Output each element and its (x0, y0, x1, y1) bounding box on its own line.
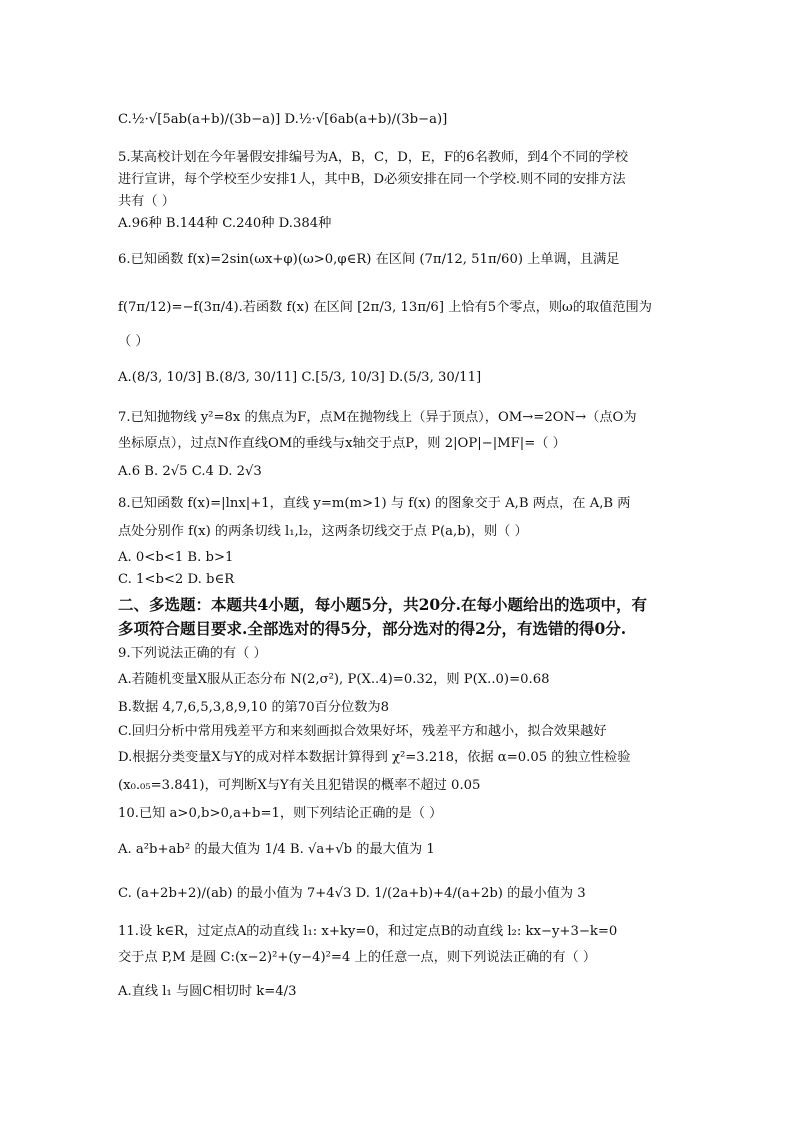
q11-stem-line-2: 交于点 P,M 是圆 C:(x−2)²+(y−4)²=4 上的任意一点，则下列说法正确的有（ ） (118, 950, 597, 965)
q5-stem-line-1: 5.某高校计划在今年暑假安排编号为A，B，C，D，E，F的6名教师，到4个不同的学校 (118, 150, 629, 165)
q11-option-a: A.直线 l₁ 与圆C相切时 k=4/3 (118, 984, 297, 999)
q9-option-a: A.若随机变量X服从正态分布 N(2,σ²), P(X..4)=0.32，则 P(X..0)=0.68 (118, 672, 550, 687)
q10-stem: 10.已知 a>0,b>0,a+b=1，则下列结论正确的是（ ） (118, 806, 443, 821)
q9-stem: 9.下列说法正确的有（ ） (118, 646, 267, 661)
section-heading-line-2: 多项符合题目要求.全部选对的得5分，部分选对的得2分，有选错的得0分. (118, 619, 627, 638)
q8-stem-line-1: 8.已知函数 f(x)=|lnx|+1，直线 y=m(m>1) 与 f(x) 的图象交于 A,B 两点，在 A,B 两 (118, 496, 631, 511)
q5-stem-line-2: 进行宣讲，每个学校至少安排1人，其中B，D必须安排在同一个学校.则不同的安排方法 (118, 172, 626, 187)
q10-options-ab: A. a²b+ab² 的最大值为 1/4 B. √a+√b 的最大值为 1 (118, 842, 435, 857)
q8-options-ab: A. 0<b<1 B. b>1 (118, 550, 234, 565)
q9-option-d-line-1: D.根据分类变量X与Y的成对样本数据计算得到 χ²=3.218，依据 α=0.05 的独立性检验 (118, 750, 631, 765)
q5-options: A.96种 B.144种 C.240种 D.384种 (118, 216, 332, 231)
q6-stem-line-2: f(7π/12)=−f(3π/4).若函数 f(x) 在区间 [2π/3, 13π/6] 上恰有5个零点，则ω的取值范围为 (118, 300, 652, 315)
q7-options: A.6 B. 2√5 C.4 D. 2√3 (118, 464, 262, 479)
q10-options-cd: C. (a+2b+2)/(ab) 的最小值为 7+4√3 D. 1/(2a+b)+4/(a+2b) 的最小值为 3 (118, 886, 586, 901)
q6-options: A.(8/3, 10/3] B.(8/3, 30/11] C.[5/3, 10/3] D.(5/3, 30/11] (118, 370, 482, 385)
q9-option-c: C.回归分析中常用残差平方和来刻画拟合效果好坏，残差平方和越小，拟合效果越好 (118, 724, 607, 739)
q4-options-cd: C.½·√[5ab(a+b)/(3b−a)] D.½·√[6ab(a+b)/(3b−a)] (118, 112, 448, 127)
section-heading-line-1: 二、多选题：本题共4小题，每小题5分，共20分.在每小题给出的选项中，有 (118, 595, 648, 614)
q7-stem-line-1: 7.已知抛物线 y²=8x 的焦点为F，点M在抛物线上（异于顶点），OM→=2ON→（点O为 (118, 410, 637, 425)
q11-stem-line-1: 11.设 k∈R，过定点A的动直线 l₁: x+ky=0，和过定点B的动直线 l₂: kx−y+3−k=0 (118, 924, 618, 939)
q8-stem-line-2: 点处分别作 f(x) 的两条切线 l₁,l₂，这两条切线交于点 P(a,b)，则（ ） (118, 524, 528, 539)
q6-stem-line-3: （ ） (118, 334, 149, 349)
q6-stem-line-1: 6.已知函数 f(x)=2sin(ωx+φ)(ω>0,φ∈R) 在区间 (7π/12, 51π/60) 上单调，且满足 (118, 252, 620, 267)
q5-stem-line-3: 共有（ ） (118, 194, 175, 209)
q8-options-cd: C. 1<b<2 D. b∈R (118, 572, 235, 587)
q9-option-d-line-2: (x₀.₀₅=3.841)，可判断X与Y有关且犯错误的概率不超过 0.05 (118, 778, 481, 793)
q7-stem-line-2: 坐标原点），过点N作直线OM的垂线与x轴交于点P，则 2|OP|−|MF|=（ ） (118, 436, 566, 451)
q9-option-b: B.数据 4,7,6,5,3,8,9,10 的第70百分位数为8 (118, 700, 389, 715)
